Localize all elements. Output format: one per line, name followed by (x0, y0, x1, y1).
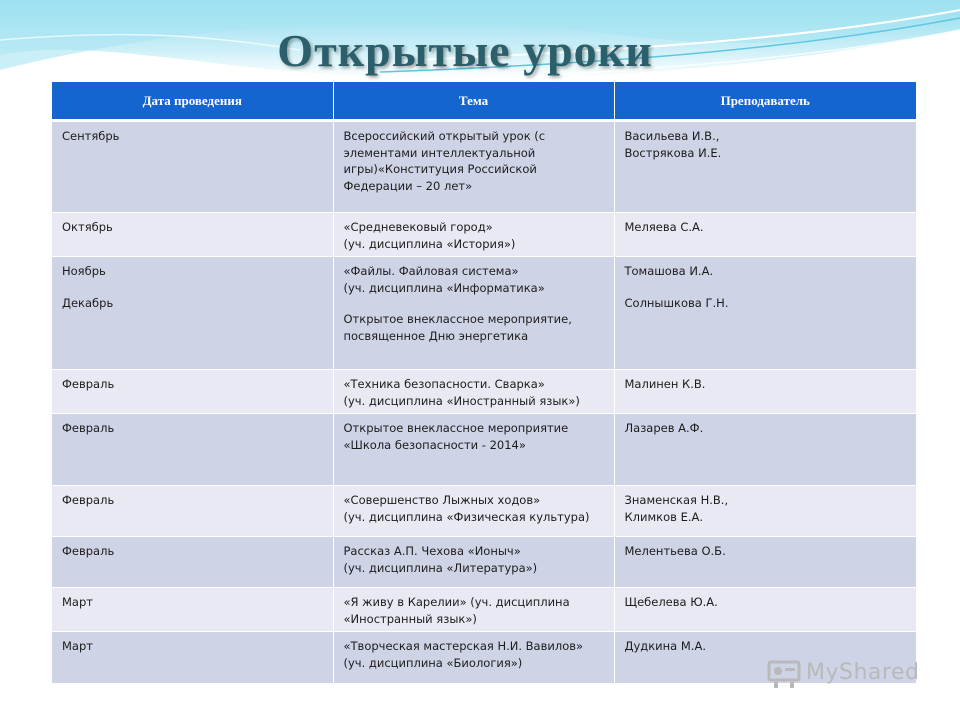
cell-line: (уч. дисциплина «Физическая культура) (343, 509, 590, 524)
cell-line: Федерации – 20 лет» (343, 178, 473, 193)
cell-line: Открытое внеклассное мероприятие (343, 421, 569, 435)
cell-line: Февраль (62, 421, 115, 435)
watermark-text: MyShared (806, 660, 920, 685)
cell-line: Мелентьева О.Б. (624, 544, 726, 558)
cell-line: посвященное Дню энергетика (343, 328, 529, 343)
table-row (52, 370, 916, 414)
topic-cell (333, 537, 614, 588)
teacher-cell (614, 414, 916, 486)
cell-line: Лазарев А.Ф. (624, 421, 704, 435)
cell-line: «Творческая мастерская Н.И. Вавилов» (343, 639, 584, 653)
cell-line: Ноябрь (62, 264, 106, 278)
cell-line: Март (62, 595, 93, 609)
topic-cell (333, 370, 614, 414)
cell-gap (344, 296, 604, 311)
table-row (52, 414, 916, 486)
cell-line: Сентябрь (62, 129, 120, 143)
table-row (52, 257, 916, 370)
table-header-row (52, 82, 916, 121)
teacher-cell (614, 588, 916, 632)
topic-cell (333, 486, 614, 537)
cell-line: «Я живу в Карелии» (уч. дисциплина (343, 595, 570, 609)
teacher-cell (614, 121, 916, 213)
table-row (52, 213, 916, 257)
topic-cell (333, 257, 614, 370)
header-topic: Тема (333, 82, 614, 121)
cell-line: элементами интеллектуальной (343, 145, 536, 160)
cell-line: Март (62, 639, 93, 653)
cell-line: (уч. дисциплина «Иностранный язык») (343, 393, 580, 408)
cell-line: Меляева С.А. (624, 220, 704, 234)
cell-line: Солнышкова Г.Н. (624, 295, 729, 310)
cell-line: Октябрь (62, 220, 113, 234)
topic-cell (333, 588, 614, 632)
cell-gap (62, 280, 323, 295)
cell-line: Дудкина М.А. (624, 639, 706, 653)
cell-line: Малинен К.В. (624, 377, 706, 391)
cell-line: игры)«Конституция Российской (343, 162, 537, 176)
teacher-cell (614, 537, 916, 588)
date-cell (52, 414, 333, 486)
topic-cell (333, 121, 614, 213)
cell-line: (уч. дисциплина «Информатика» (343, 280, 545, 295)
date-cell (52, 632, 333, 684)
date-cell (52, 213, 333, 257)
cell-line: Васильева И.В., (624, 129, 720, 143)
cell-line: Вострякова И.Е. (624, 145, 722, 160)
cell-line: (уч. дисциплина «Биология») (343, 655, 523, 670)
topic-cell (333, 414, 614, 486)
date-cell (52, 588, 333, 632)
cell-line: Февраль (62, 544, 115, 558)
cell-line: «Файлы. Файловая система» (343, 264, 519, 278)
cell-line: Климков Е.А. (624, 509, 704, 524)
cell-line: Декабрь (62, 295, 114, 310)
date-cell (52, 370, 333, 414)
projector-logo-icon (766, 656, 802, 690)
cell-line: Рассказ А.П. Чехова «Ионыч» (343, 544, 521, 558)
cell-line: Томашова И.А. (624, 264, 714, 278)
cell-line: «Совершенство Лыжных ходов» (343, 493, 541, 507)
topic-cell (333, 632, 614, 684)
teacher-cell (614, 213, 916, 257)
table-row (52, 486, 916, 537)
cell-line: Знаменская Н.В., (624, 493, 729, 507)
cell-line: Всероссийский открытый урок (с (343, 129, 546, 143)
cell-line: «Иностранный язык») (343, 611, 477, 626)
cell-line: Февраль (62, 493, 115, 507)
date-cell (52, 486, 333, 537)
cell-line: Февраль (62, 377, 115, 391)
table-row (52, 588, 916, 632)
header-date: Дата проведения (52, 82, 333, 121)
cell-line: (уч. дисциплина «История») (343, 236, 516, 251)
table-row (52, 121, 916, 213)
page-title: Открытые уроки (277, 25, 653, 76)
date-cell (52, 121, 333, 213)
cell-line: Открытое внеклассное мероприятие, (343, 312, 572, 326)
header-teacher: Преподаватель (614, 82, 916, 121)
cell-line: Щебелева Ю.А. (624, 595, 718, 609)
lessons-table (52, 82, 916, 684)
teacher-cell (614, 370, 916, 414)
table-row (52, 537, 916, 588)
cell-line: «Средневековый город» (343, 220, 493, 234)
watermark (766, 656, 926, 692)
cell-line: «Школа безопасности - 2014» (343, 437, 526, 452)
cell-line: (уч. дисциплина «Литература») (343, 560, 538, 575)
cell-line: «Техника безопасности. Сварка» (343, 377, 545, 391)
teacher-cell (614, 486, 916, 537)
date-cell (52, 537, 333, 588)
teacher-cell (614, 257, 916, 370)
cell-gap (625, 280, 907, 295)
date-cell (52, 257, 333, 370)
topic-cell (333, 213, 614, 257)
